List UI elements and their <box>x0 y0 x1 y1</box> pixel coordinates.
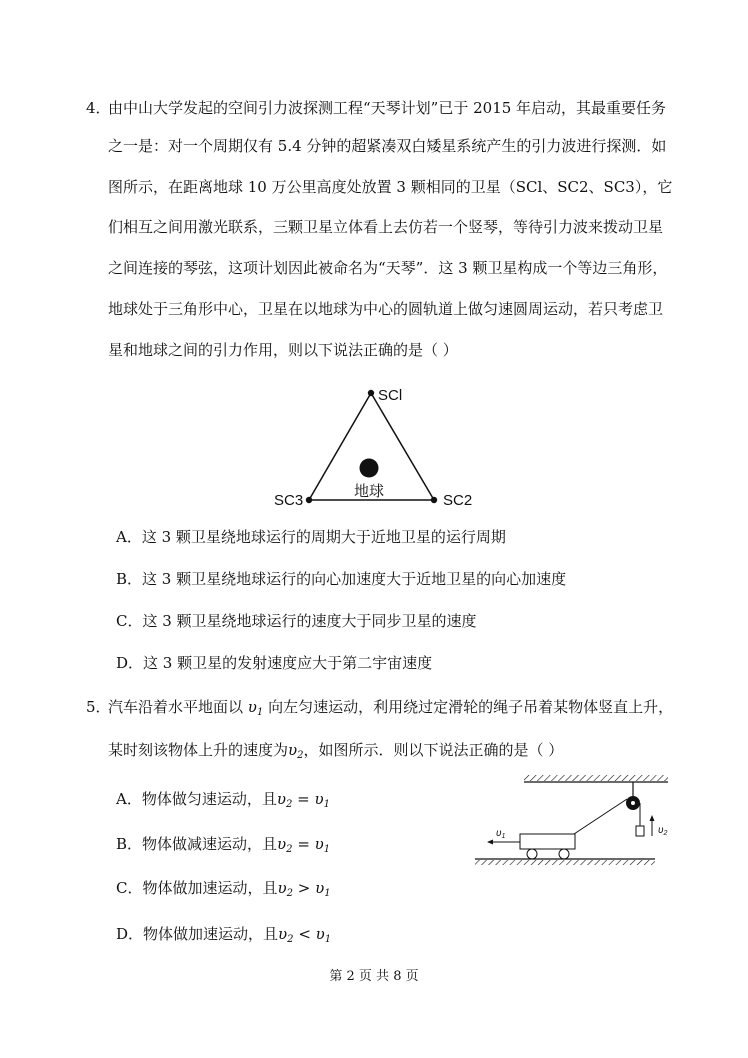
car-wheel-right <box>559 849 569 859</box>
q4-option-c: C．这 3 颗卫星绕地球运行的速度大于同步卫星的速度 <box>116 612 477 630</box>
q5-line-2 <box>108 740 563 766</box>
v2-label: $\upsilon_2$ <box>658 825 668 837</box>
q5-option-a: A．物体做匀速运动，且$\upsilon_2 = \upsilon_1$ <box>116 790 330 810</box>
q4-option-d: D．这 3 颗卫星的发射速度应大于第二宇宙速度 <box>116 654 433 672</box>
v2-symbol: $\upsilon_2$ <box>288 741 304 761</box>
rope-to-car <box>574 799 627 834</box>
q4-line-3: 图所示，在距离地球 10 万公里高度处放置 3 颗相同的卫星（SCl、SC2、SC3），它 <box>108 178 673 196</box>
q5-option-c: C．物体做加速运动，且$\upsilon_2 > \upsilon_1$ <box>116 879 331 899</box>
sc3-dot <box>306 497 312 503</box>
sc2-label: SC2 <box>443 492 473 509</box>
earth-label: 地球 <box>354 483 385 500</box>
sc3-label: SC3 <box>274 492 304 509</box>
q4-line-2: 之一是：对一个周期仅有 5.4 分钟的超紧凑双白矮星系统产生的引力波进行探测．如 <box>108 137 667 155</box>
ground-hatch <box>475 860 655 865</box>
q5-line-1 <box>108 697 673 723</box>
q5-option-d: D．物体做加速运动，且$\upsilon_2 < \upsilon_1$ <box>116 925 332 945</box>
q5-line-1-part-b: 向左匀速运动，利用绕过定滑轮的绳子吊着某物体竖直上升， <box>268 698 674 716</box>
q4-line-4: 们相互之间用激光联系，三颗卫星立体看上去仿若一个竖琴，等待引力波来拨动卫星 <box>108 218 664 236</box>
v1-label: $\upsilon_1$ <box>496 828 506 840</box>
hanging-object <box>636 826 644 836</box>
v2-arrowhead <box>650 815 655 821</box>
car-body <box>520 834 575 849</box>
q5-line-2-part-b: ，如图所示．则以下说法正确的是（ ） <box>303 741 564 759</box>
q4-line-5: 之间连接的琴弦，这项计划因此被命名为“天琴”．这 3 颗卫星构成一个等边三角形， <box>108 259 668 277</box>
page-footer: 第 2 页 共 8 页 <box>329 969 419 984</box>
q4-option-b: B．这 3 颗卫星绕地球运行的向心加速度大于近地卫星的向心加速度 <box>116 570 567 588</box>
q4-line-7: 星和地球之间的引力作用，则以下说法正确的是（ ） <box>108 341 458 359</box>
sc1-label: SCl <box>378 387 403 404</box>
pulley-car-figure <box>470 770 690 870</box>
sc1-dot <box>368 390 374 396</box>
q5-line-1-part-a: 汽车沿着水平地面以 <box>108 698 244 716</box>
q5-line-2-part-a: 某时刻该物体上升的速度为 <box>108 741 289 759</box>
satellite-triangle-figure <box>270 380 490 510</box>
q5-number: 5． <box>86 698 111 716</box>
q4-number: 4． <box>86 99 111 117</box>
car-wheel-left <box>527 849 537 859</box>
q4-option-a: A．这 3 颗卫星绕地球运行的周期大于近地卫星的运行周期 <box>116 528 506 546</box>
q4-line-1: 由中山大学发起的空间引力波探测工程“天琴计划”已于 2015 年启动，其最重要任务 <box>108 99 667 117</box>
ceiling-hatch <box>524 775 668 781</box>
q5-option-b: B．物体做减速运动，且$\upsilon_2 = \upsilon_1$ <box>116 835 331 855</box>
sc2-dot <box>431 497 437 503</box>
pulley-hub <box>631 801 635 805</box>
q4-line-6: 地球处于三角形中心，卫星在以地球为中心的圆轨道上做匀速圆周运动，若只考虑卫 <box>108 300 664 318</box>
earth-dot <box>360 459 379 478</box>
v1-symbol: $\upsilon_1$ <box>247 698 264 718</box>
v1-arrowhead <box>487 840 493 845</box>
